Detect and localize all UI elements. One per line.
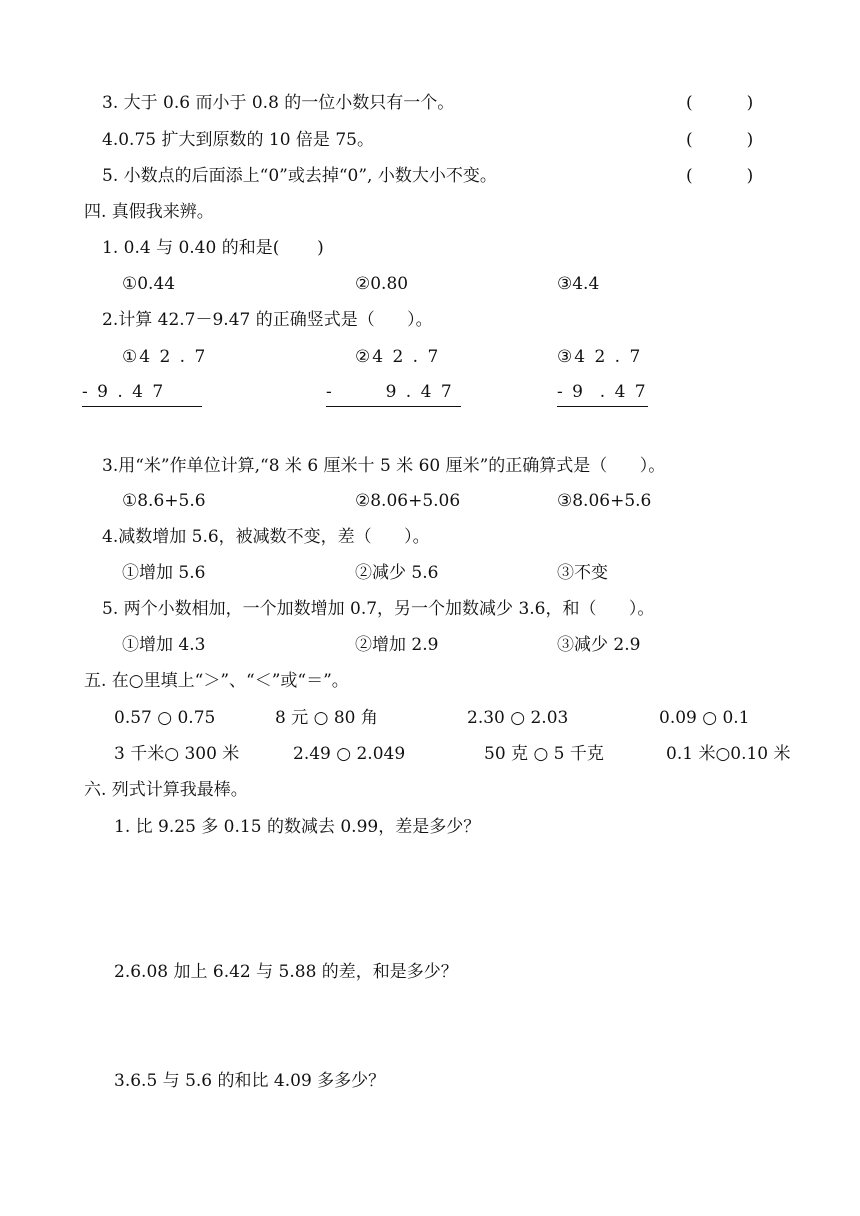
section-4-heading: 四. 真假我来辨。 — [84, 202, 214, 222]
q3-option-1[interactable]: ①8.6+5.6 — [122, 491, 206, 511]
compare-item-7[interactable]: 50 克 ○ 5 千克 — [484, 744, 604, 764]
q5-option-2[interactable]: ②增加 2.9 — [355, 635, 439, 655]
q2-option-1-top[interactable]: ①4 2 . 7 — [122, 347, 208, 367]
compare-item-3[interactable]: 2.30 ○ 2.03 — [467, 708, 569, 728]
q3-option-2[interactable]: ②8.06+5.06 — [355, 491, 461, 511]
q2-option-1-bottom: - 9 . 4 7 — [82, 380, 202, 407]
answer-paren-4[interactable]: ( ) — [686, 130, 754, 150]
q4-option-3[interactable]: ③不变 — [557, 563, 608, 583]
q4-option-1[interactable]: ①增加 5.6 — [122, 563, 206, 583]
compare-item-2[interactable]: 8 元 ○ 80 角 — [275, 708, 378, 728]
choice-question-1: 1. 0.4 与 0.40 的和是( ) — [102, 238, 324, 258]
q1-option-3[interactable]: ③4.4 — [557, 274, 600, 294]
judge-question-4: 4.0.75 扩大到原数的 10 倍是 75。 — [102, 130, 374, 150]
q1-option-1[interactable]: ①0.44 — [122, 274, 176, 294]
section-6-heading: 六. 列式计算我最棒。 — [84, 780, 248, 800]
q5-option-3[interactable]: ③减少 2.9 — [557, 635, 641, 655]
q2-option-2-bottom: - 9 . 4 7 — [326, 380, 461, 407]
calc-question-1: 1. 比 9.25 多 0.15 的数减去 0.99，差是多少？ — [114, 817, 481, 837]
judge-question-3: 3. 大于 0.6 而小于 0.8 的一位小数只有一个。 — [102, 93, 455, 113]
choice-question-3: 3.用“米”作单位计算,“8 米 6 厘米十 5 米 60 厘米”的正确算式是（ ）。 — [102, 456, 666, 476]
answer-paren-5[interactable]: ( ) — [686, 166, 754, 186]
q5-option-1[interactable]: ①增加 4.3 — [122, 635, 206, 655]
q1-option-2[interactable]: ②0.80 — [355, 274, 409, 294]
compare-item-1[interactable]: 0.57 ○ 0.75 — [114, 708, 216, 728]
q3-option-3[interactable]: ③8.06+5.6 — [557, 491, 652, 511]
q4-option-2[interactable]: ②减少 5.6 — [355, 563, 439, 583]
q2-option-2-top[interactable]: ②4 2 . 7 — [355, 347, 441, 367]
answer-paren-3[interactable]: ( ) — [686, 93, 754, 113]
judge-question-5: 5. 小数点的后面添上“0”或去掉“0”, 小数大小不变。 — [102, 166, 497, 186]
q2-option-3-bottom: - 9 . 4 7 — [557, 380, 648, 407]
choice-question-2: 2.计算 42.7－9.47 的正确竖式是（ ）。 — [102, 310, 433, 330]
compare-item-8[interactable]: 0.1 米○0.10 米 — [666, 744, 791, 764]
choice-question-4: 4.减数增加 5.6，被减数不变，差（ ）。 — [102, 527, 430, 547]
choice-question-5: 5. 两个小数相加，一个加数增加 0.7，另一个加数减少 3.6，和（ ）。 — [102, 599, 655, 619]
section-5-heading: 五. 在○里填上“＞”、“＜”或“＝”。 — [84, 671, 349, 691]
compare-item-5[interactable]: 3 千米○ 300 米 — [114, 744, 240, 764]
compare-item-4[interactable]: 0.09 ○ 0.1 — [659, 708, 750, 728]
calc-question-2: 2.6.08 加上 6.42 与 5.88 的差，和是多少？ — [114, 962, 458, 982]
q2-option-3-top[interactable]: ③4 2 . 7 — [557, 347, 643, 367]
calc-question-3: 3.6.5 与 5.6 的和比 4.09 多多少？ — [114, 1071, 386, 1091]
compare-item-6[interactable]: 2.49 ○ 2.049 — [293, 744, 406, 764]
